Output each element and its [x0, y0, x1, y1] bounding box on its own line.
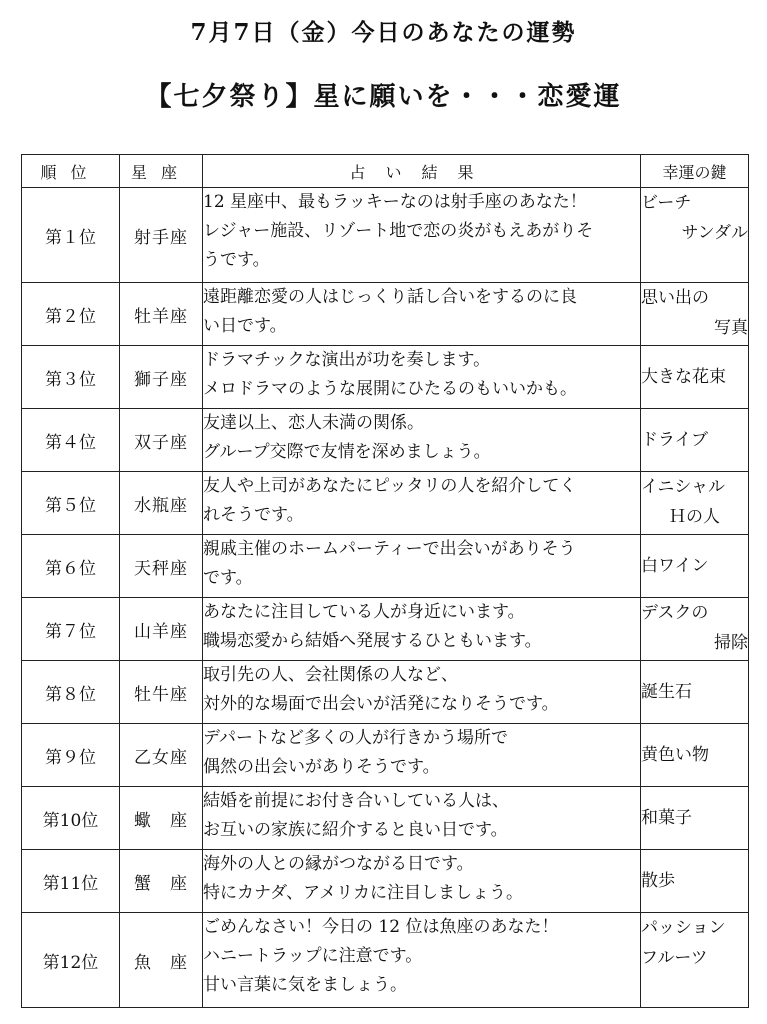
fortune-result-cell [203, 850, 641, 913]
lucky-key-cell [641, 346, 749, 409]
zodiac-sign-cell: 双子座 [120, 409, 203, 472]
fortune-result-cell [203, 913, 641, 1008]
lucky-key-line: ドライブ [641, 430, 708, 450]
lucky-key-cell [641, 787, 749, 850]
fortune-result-line: 海外の人との縁がつながる日です。 [203, 854, 474, 874]
table-row [22, 188, 749, 283]
lucky-key-line: 白ワイン [641, 556, 709, 576]
rank-cell: 第４位 [22, 409, 120, 472]
fortune-result-line: 職場恋愛から結婚へ発展するひともいます。 [203, 631, 542, 651]
fortune-result-line: あなたに注目している人が身近にいます。 [203, 602, 525, 622]
rank-cell: 第１位 [22, 188, 120, 283]
fortune-result-line: い日です。 [203, 316, 287, 336]
lucky-key-cell [641, 661, 749, 724]
zodiac-sign-cell: 魚 座 [120, 913, 203, 1008]
rank-cell: 第11位 [22, 850, 120, 913]
fortune-result-line: 親戚主催のホームパーティーで出会いがありそう [203, 539, 576, 559]
table-row [22, 661, 749, 724]
fortune-result-line: 甘い言葉に気をましょう。 [203, 975, 407, 995]
table-header-row [22, 155, 749, 188]
fortune-result-line: うです。 [203, 250, 270, 270]
fortune-result-line: ハニートラップに注意です。 [203, 946, 423, 966]
lucky-key-line: サンダル [681, 223, 748, 243]
fortune-result-cell [203, 535, 641, 598]
zodiac-sign-cell: 山羊座 [120, 598, 203, 661]
lucky-key-cell [641, 283, 749, 346]
fortune-result-cell [203, 472, 641, 535]
table-row [22, 346, 749, 409]
zodiac-sign-cell: 射手座 [120, 188, 203, 283]
lucky-key-cell [641, 598, 749, 661]
header-sign: 星座 [120, 155, 203, 188]
fortune-result-line: レジャー施設、リゾート地で恋の炎がもえあがりそ [203, 221, 594, 241]
fortune-result-line: メロドラマのような展開にひたるのもいいかも。 [203, 379, 577, 399]
lucky-key-line: 大きな花束 [641, 367, 726, 387]
fortune-result-cell [203, 598, 641, 661]
lucky-key-line: 散歩 [641, 871, 675, 891]
lucky-key-cell [641, 188, 749, 283]
table-row [22, 472, 749, 535]
fortune-result-line: ごめんなさい！今日の 12 位は魚座のあなた！ [203, 917, 559, 937]
zodiac-sign-cell: 獅子座 [120, 346, 203, 409]
fortune-result-line: ドラマチックな演出が功を奏します。 [203, 350, 491, 370]
header-rank: 順位 [22, 155, 120, 188]
fortune-result-line: れそうです。 [203, 505, 304, 525]
zodiac-sign-cell: 乙女座 [120, 724, 203, 787]
zodiac-sign-cell: 牡牛座 [120, 661, 203, 724]
rank-cell: 第12位 [22, 913, 120, 1008]
rank-cell: 第３位 [22, 346, 120, 409]
fortune-result-line: 結婚を前提にお付き合いしている人は、 [203, 791, 509, 811]
lucky-key-line: 黄色い物 [641, 745, 709, 765]
table-row [22, 724, 749, 787]
rank-cell: 第８位 [22, 661, 120, 724]
fortune-result-line: 12 星座中、最もラッキーなのは射手座のあなた！ [203, 192, 587, 212]
fortune-result-line: お互いの家族に紹介すると良い日です。 [203, 820, 508, 840]
lucky-key-line: パッション [641, 918, 726, 938]
fortune-result-line: デパートなど多くの人が行きかう場所で [203, 728, 508, 748]
table-row [22, 598, 749, 661]
table-row [22, 535, 749, 598]
fortune-result-cell [203, 283, 641, 346]
lucky-key-line: 写真 [714, 318, 748, 338]
fortune-result-line: 友達以上、恋人未満の関係。 [203, 413, 424, 433]
lucky-key-line: 思い出の [641, 288, 709, 308]
zodiac-sign-cell: 天秤座 [120, 535, 203, 598]
fortune-result-line: 取引先の人、会社関係の人など、 [203, 665, 458, 685]
lucky-key-cell [641, 409, 749, 472]
fortune-result-line: 遠距離恋愛の人はじっくり話し合いをするのに良 [203, 287, 577, 307]
fortune-result-line: 特にカナダ、アメリカに注目しましょう。 [203, 883, 523, 903]
fortune-result-cell [203, 188, 641, 283]
page-title: 7月7日（金）今日のあなたの運勢 [190, 19, 577, 46]
table-row [22, 850, 749, 913]
lucky-key-cell [641, 535, 749, 598]
table-row [22, 787, 749, 850]
lucky-key-cell [641, 472, 749, 535]
lucky-key-line: フルーツ [641, 948, 708, 968]
fortune-result-line: です。 [203, 568, 253, 588]
rank-cell: 第７位 [22, 598, 120, 661]
zodiac-sign-cell: 牡羊座 [120, 283, 203, 346]
zodiac-sign-cell: 水瓶座 [120, 472, 203, 535]
fortune-result-line: グループ交際で友情を深めましょう。 [203, 442, 491, 462]
fortune-result-cell [203, 724, 641, 787]
lucky-key-cell [641, 724, 749, 787]
header-result: 占い結果 [203, 155, 641, 188]
lucky-key-line: イニシャル [641, 477, 725, 497]
lucky-key-line: 掃除 [714, 633, 748, 653]
page-subtitle: 【七夕祭り】星に願いを・・・恋愛運 [145, 82, 622, 112]
header-lucky: 幸運の鍵 [641, 155, 749, 188]
lucky-key-line: 和菓子 [641, 808, 692, 828]
table-row [22, 409, 749, 472]
table-row [22, 913, 749, 1008]
lucky-key-line: ビーチ [641, 193, 692, 213]
table-row [22, 283, 749, 346]
lucky-key-cell [641, 913, 749, 1008]
rank-cell: 第10位 [22, 787, 120, 850]
zodiac-sign-cell: 蟹 座 [120, 850, 203, 913]
lucky-key-line: Ｈの人 [669, 507, 720, 527]
fortune-result-line: 偶然の出会いがありそうです。 [203, 757, 440, 777]
fortune-result-cell [203, 409, 641, 472]
rank-cell: 第９位 [22, 724, 120, 787]
fortune-result-cell [203, 787, 641, 850]
fortune-result-line: 友人や上司があなたにピッタリの人を紹介してく [203, 476, 577, 496]
rank-cell: 第６位 [22, 535, 120, 598]
fortune-table [21, 154, 749, 1008]
fortune-result-cell [203, 346, 641, 409]
rank-cell: 第５位 [22, 472, 120, 535]
fortune-result-cell [203, 661, 641, 724]
fortune-result-line: 対外的な場面で出会いが活発になりそうです。 [203, 694, 559, 714]
zodiac-sign-cell: 蠍 座 [120, 787, 203, 850]
lucky-key-cell [641, 850, 749, 913]
lucky-key-line: デスクの [641, 603, 709, 623]
rank-cell: 第２位 [22, 283, 120, 346]
lucky-key-line: 誕生石 [641, 682, 692, 702]
